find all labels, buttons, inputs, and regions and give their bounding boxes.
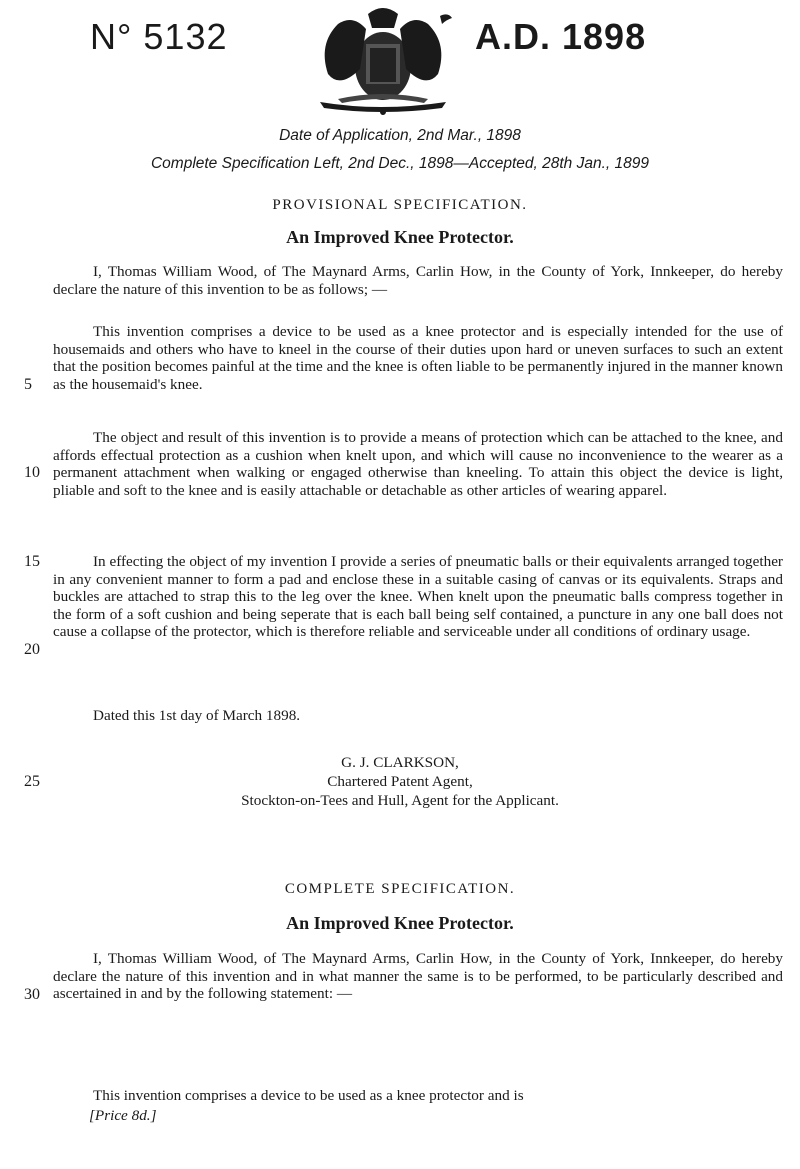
- provisional-paragraph-2: [53, 429, 783, 499]
- dated-line: Dated this 1st day of March 1898.: [93, 707, 301, 724]
- royal-crest-icon: [308, 4, 458, 116]
- complete-intro-text: I, Thomas William Wood, of The Maynard Arms, Carlin How, in the County of York, Innkeeper, do hereby declare the nature of this invention and in what manner the same is to be performed, to be particularly described and ascertained in and by the following statement: —: [53, 950, 783, 1003]
- line-number-5: 5: [24, 376, 32, 393]
- agent-location: Stockton-on-Tees and Hull, Agent for the Applicant.: [241, 792, 559, 809]
- line-number-25: 25: [24, 773, 40, 790]
- provisional-paragraph-1-text: This invention comprises a device to be used as a knee protector and is especially intended for the use of housemaids and others who have to kneel in the course of their duties upon hard or uneven surfaces to such an extent that the position becomes painful at the time and the knee is often liable to be permanently injured in the manner known as the housemaid's knee.: [53, 323, 783, 393]
- line-number-15: 15: [24, 553, 40, 570]
- provisional-paragraph-3: [53, 553, 783, 641]
- complete-heading: COMPLETE SPECIFICATION.: [284, 881, 516, 897]
- agent-role: Chartered Patent Agent,: [327, 773, 473, 790]
- application-date: Date of Application, 2nd Mar., 1898: [279, 127, 521, 144]
- agent-name: G. J. CLARKSON,: [341, 754, 459, 771]
- complete-intro: [53, 950, 783, 1003]
- provisional-paragraph-2-text: The object and result of this invention is to provide a means of protection which can be attached to the knee, and affords effectual protection as a cushion when knelt upon, and which will cause no inconvenience to the wearer as a permanent attachment when walking or engaged otherwise than kneeling. To attain this object the device is light, pliable and soft to the knee and is easily attachable or detachable as other articles of wearing apparel.: [53, 429, 783, 499]
- provisional-heading: PROVISIONAL SPECIFICATION.: [272, 197, 528, 213]
- provisional-intro-text: I, Thomas William Wood, of The Maynard Arms, Carlin How, in the County of York, Innkeeper, do hereby declare the nature of this invention to be as follows; —: [53, 263, 783, 298]
- complete-paragraph-1-text: This invention comprises a device to be used as a knee protector and is: [93, 1087, 524, 1104]
- agent-block: [0, 753, 800, 810]
- patent-number: N° 5132: [90, 16, 228, 57]
- specification-dates: Complete Specification Left, 2nd Dec., 1898—Accepted, 28th Jan., 1899: [150, 155, 650, 172]
- patent-year: A.D. 1898: [475, 16, 647, 57]
- provisional-intro: [53, 263, 783, 298]
- complete-title: An Improved Knee Protector.: [286, 913, 514, 933]
- line-number-10: 10: [24, 464, 40, 481]
- complete-paragraph-1: [53, 1087, 783, 1105]
- line-number-30: 30: [24, 986, 40, 1003]
- provisional-paragraph-3-text: In effecting the object of my invention I provide a series of pneumatic balls or their equivalents arranged together in any convenient manner to form a pad and enclose these in a suitable casing of canvas or its equivalents. Straps and buckles are attached to strap this to the leg over the knee. When knelt upon the pneumatic balls compress together in the form of a soft cushion and being seperate that is each ball being self contained, a puncture in any one ball does not cause a collapse of the protector, which is therefore reliable and serviceable under all conditions of ordinary usage.: [53, 553, 783, 641]
- provisional-paragraph-1: [53, 323, 783, 393]
- provisional-title: An Improved Knee Protector.: [286, 227, 514, 247]
- price-label: [Price 8d.]: [89, 1107, 157, 1124]
- line-number-20: 20: [24, 641, 40, 658]
